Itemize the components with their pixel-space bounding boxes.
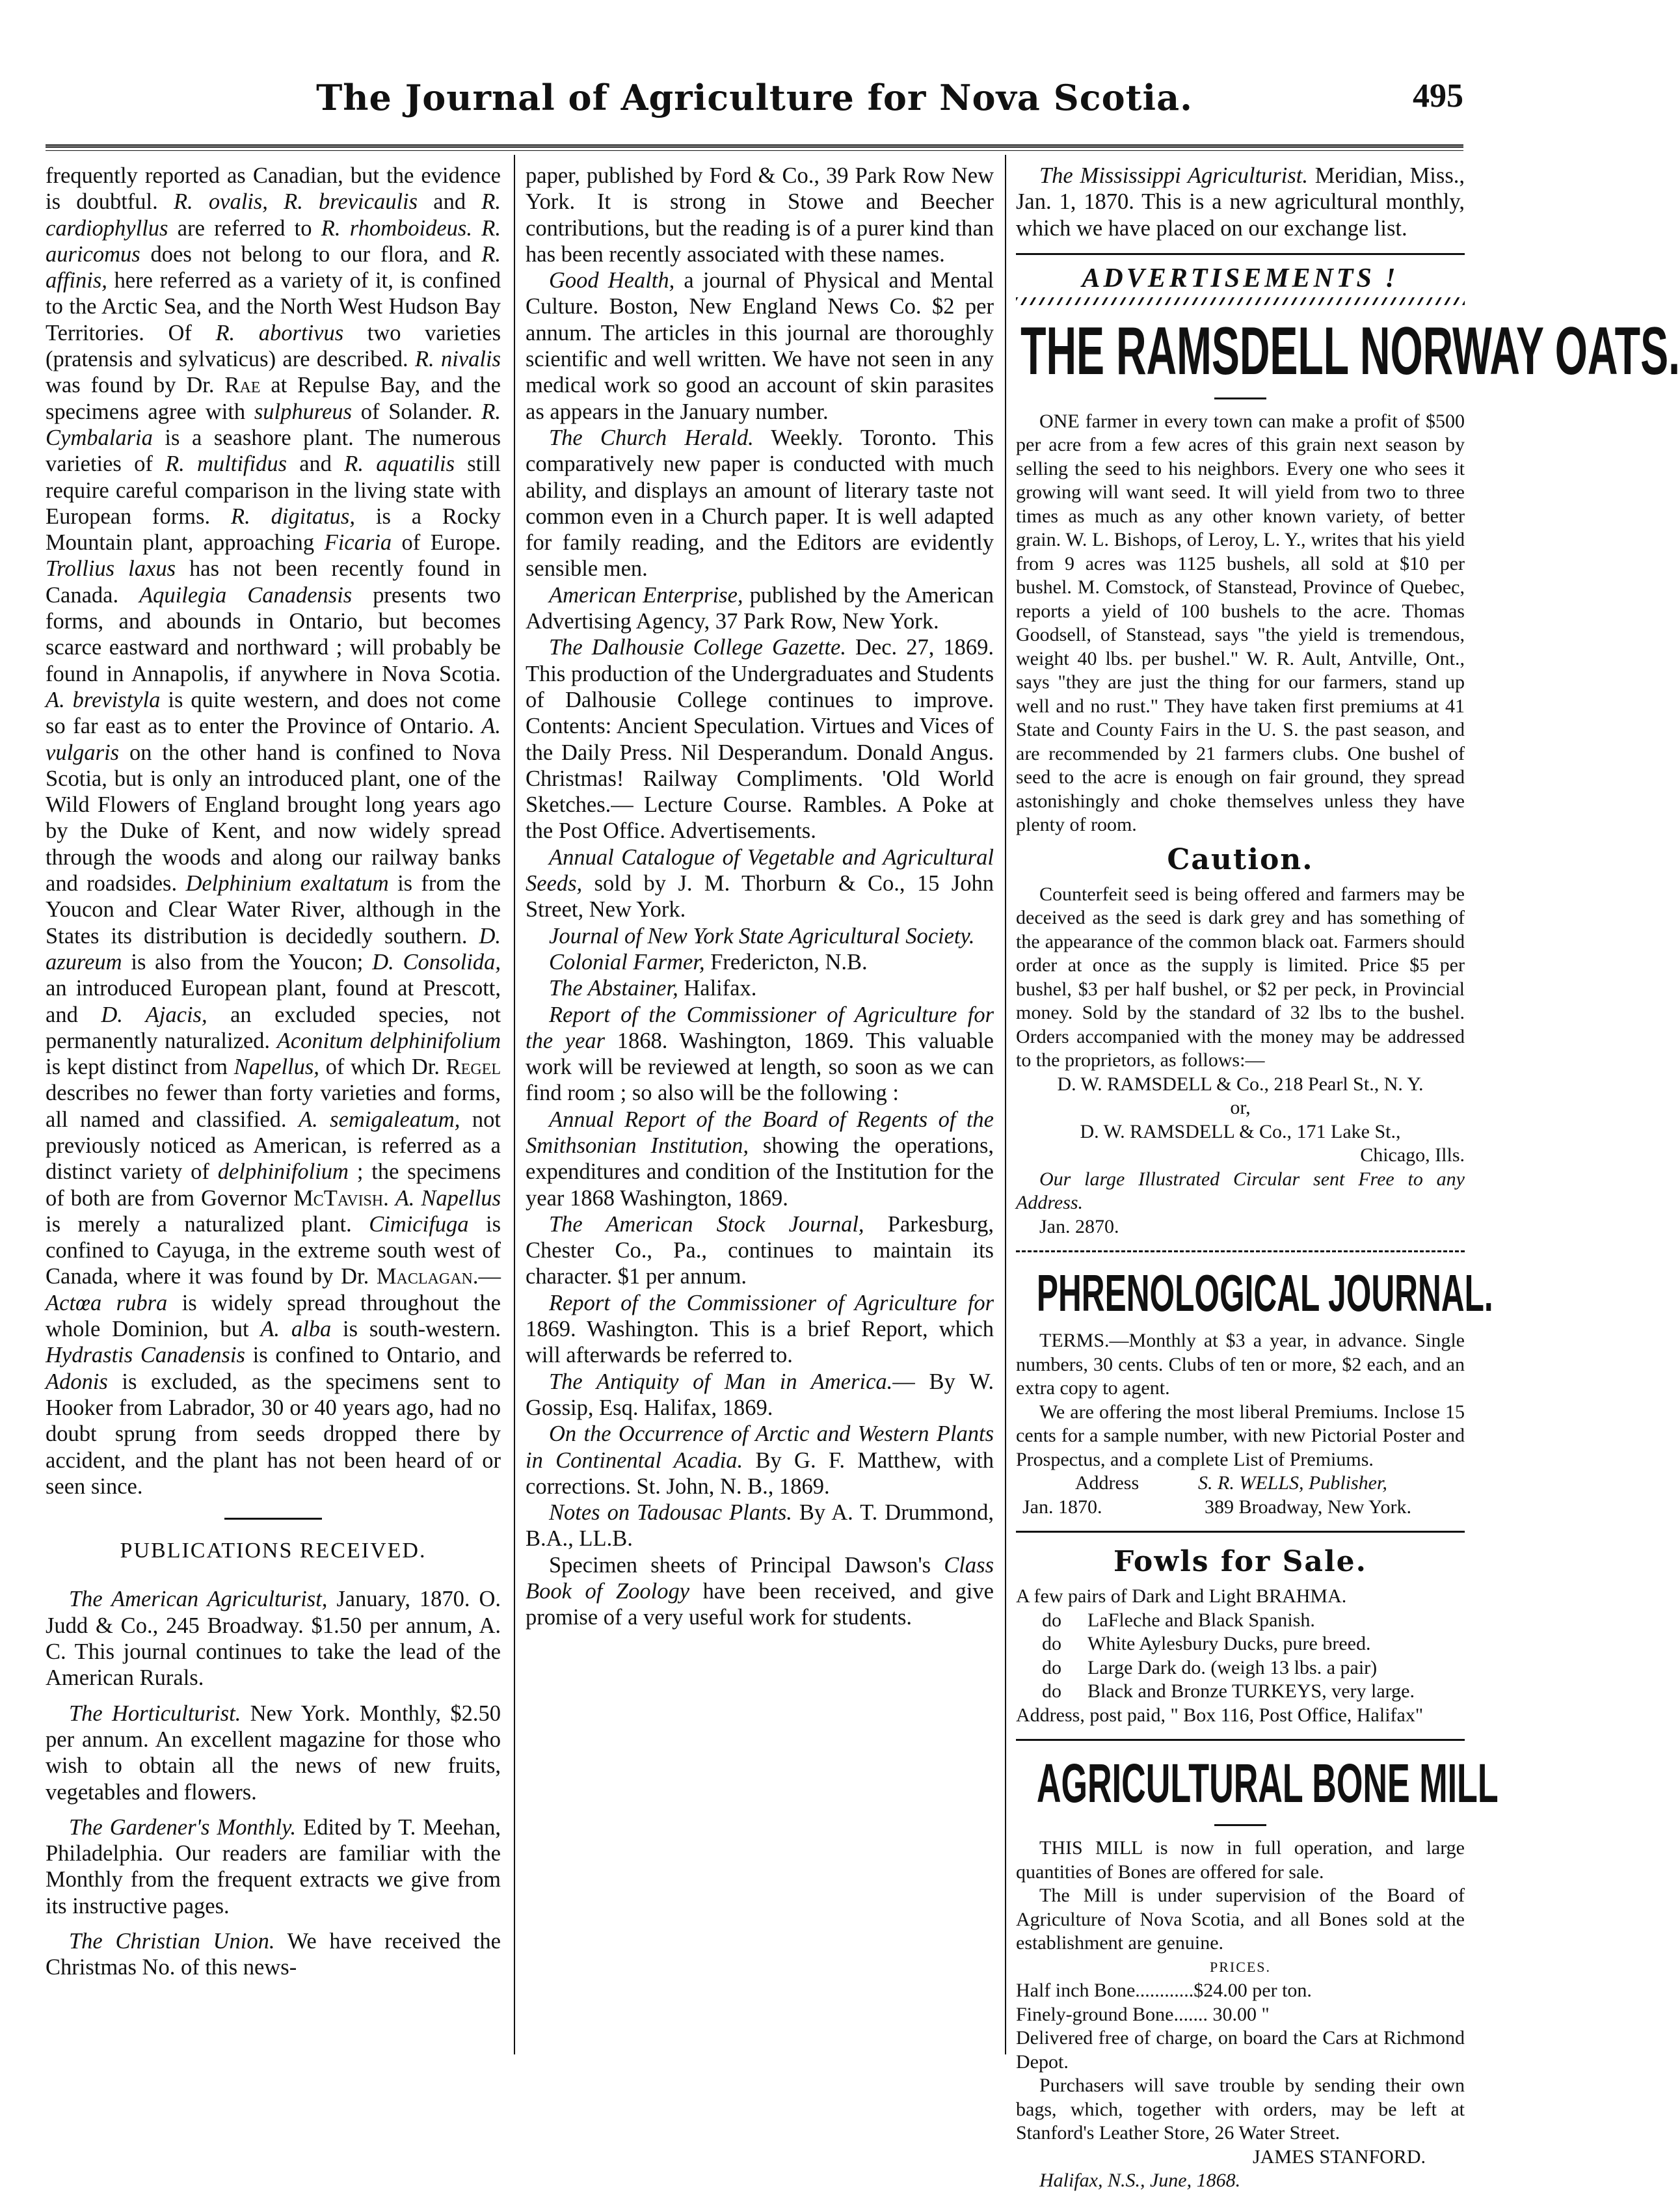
text-run: does not belong to our flora, and bbox=[140, 241, 482, 267]
small-caps-name: Maclagan bbox=[376, 1264, 473, 1289]
italic-text: A. Napellus bbox=[395, 1185, 501, 1211]
ad-rule bbox=[1214, 397, 1266, 399]
oats-ad-date: Jan. 2870. bbox=[1039, 1215, 1119, 1237]
phrenological-date: Jan. 1870. bbox=[1022, 1496, 1102, 1518]
publication-entry bbox=[526, 1290, 994, 1369]
publication-entry bbox=[526, 1552, 994, 1631]
bone-mill-supervision: The Mill is under supervision of the Board of Agriculture of Nova Scotia, and all Bones sold at the establishment are genuine. bbox=[1016, 1885, 1465, 1954]
italic-text: R. affinis, bbox=[46, 241, 501, 293]
address-label: Address bbox=[1074, 1472, 1140, 1494]
italic-text: R. nivalis bbox=[414, 347, 501, 372]
text-run: and bbox=[287, 451, 345, 477]
small-caps-name: Rae bbox=[224, 373, 261, 398]
italic-text: The Horticulturist. bbox=[69, 1701, 241, 1726]
italic-text: D. Ajacis, bbox=[101, 1002, 207, 1027]
italic-text: Aconitum delphinifolium bbox=[276, 1028, 501, 1053]
text-run: is quite western, and does not come so far east as to enter the Province of Ontario. bbox=[46, 687, 501, 739]
text-run: Specimen sheets of Principal Dawson's bbox=[549, 1552, 944, 1578]
italic-text: Actœa rubra bbox=[46, 1290, 168, 1315]
text-run: here referred as a variety of it, is confined to the Arctic Sea, and the North West Hudson Bay Territories. Of bbox=[46, 268, 501, 345]
italic-text: A. brevistyla bbox=[46, 687, 161, 712]
text-run: is confined to Ontario, and bbox=[245, 1343, 501, 1368]
fowls-item-text: Black and Bronze TURKEYS, very large. bbox=[1087, 1680, 1415, 1702]
italic-text: R. Cymbalaria bbox=[46, 399, 501, 450]
text-run: is a Rocky Mountain plant, approaching bbox=[46, 504, 501, 556]
section-rule bbox=[224, 1518, 322, 1520]
text-run: has not been recently found in Canada. bbox=[46, 556, 501, 608]
phrenological-advertisement bbox=[1016, 1329, 1465, 1519]
ornamental-rule bbox=[1016, 297, 1465, 305]
address-new-york: D. W. RAMSDELL & Co., 218 Pearl St., N. Y. bbox=[1057, 1073, 1424, 1095]
italic-text: Journal of New York State Agricultural Society. bbox=[549, 923, 975, 949]
circular-note: Our large Illustrated Circular sent Free to any Address. bbox=[1016, 1168, 1465, 1214]
phrenological-terms: TERMS.—Monthly at $3 a year, in advance. Single numbers, 30 cents. Clubs of ten or more, $2 each, and an extra copy to agent. bbox=[1016, 1330, 1465, 1399]
italic-text: R. cardiophyllus bbox=[46, 189, 501, 241]
text-run: frequently reported as Canadian, but the evidence is doubtful. bbox=[46, 163, 501, 215]
italic-text: The American Stock Journal, bbox=[549, 1211, 864, 1237]
bone-mill-intro: THIS MILL is now in full operation, and large quantities of Bones are offered for sale. bbox=[1016, 1837, 1465, 1883]
fowls-ad-title: Fowls for Sale. bbox=[1113, 1545, 1367, 1579]
page-header bbox=[46, 72, 1463, 130]
text-run: 1869. Washington. This is a brief Report, which will afterwards be referred to. bbox=[526, 1317, 994, 1368]
publication-entry bbox=[526, 267, 994, 425]
phrenological-premiums: We are offering the most liberal Premiums. Inclose 15 cents for a sample number, with new Pictorial Poster and Prospectus, and a complete List of Premiums. bbox=[1016, 1401, 1465, 1470]
italic-text: Napellus, bbox=[233, 1055, 319, 1080]
fowls-item bbox=[1016, 1656, 1465, 1680]
text-run: Meridian, Miss., Jan. 1, 1870. This is a new agricultural monthly, which we have placed on our exchange list. bbox=[1016, 163, 1465, 241]
text-run: have been received, and give promise of a very useful work for students. bbox=[526, 1579, 994, 1630]
ditto-mark: do bbox=[1042, 1609, 1061, 1631]
text-run: .— bbox=[472, 1264, 501, 1289]
text-run: is merely a naturalized plant. bbox=[46, 1211, 369, 1237]
price-half-inch: Half inch Bone............$24.00 per ton. bbox=[1016, 1980, 1312, 2002]
fowls-address: Address, post paid, " Box 116, Post Office, Halifax" bbox=[1016, 1704, 1424, 1726]
text-run: is kept distinct from bbox=[46, 1055, 234, 1080]
italic-text: Hydrastis Canadensis bbox=[46, 1343, 245, 1368]
fowls-item-text: Large Dark do. (weigh 13 lbs. a pair) bbox=[1087, 1656, 1378, 1678]
publication-entry bbox=[526, 163, 994, 267]
oats-ad-body: ONE farmer in every town can make a profit of $500 per acre from a few acres of this grain next season by selling the seed to his neighbors. Every one who sees it growing will want seed. It will yield from two to three times as much as any other known variety, of better grain. W. L. Bishops, of Leroy, L. Y., writes that his yield from 9 acres was 1125 bushels, all sold at $10 per bushel. M. Comstock, of Stanstead, Province of Quebec, reports a yield of 100 bushels to the acre. Thomas Goodsell, of Stanstead, says "the yield is tremendous, weight 40 lbs. per bushel." W. R. Ault, Antville, Ont., says "they are just the thing for our farmers, stand up well and no rust." They have taken first premiums at 41 State and County Fairs in the U. S. the past season, and are recommended by 21 farmers clubs. One bushel of seed to the acre is enough on fair ground, they spread astonishingly and choke themselves unless they have plenty of room. bbox=[1016, 410, 1465, 836]
publication-entry bbox=[526, 949, 994, 975]
italic-text: The Antiquity of Man in America. bbox=[549, 1369, 893, 1394]
text-run: is excluded, as the specimens sent to Hooker from Labrador, 30 or 40 years ago, had no doubt sprung from seeds dropped there by accident, and the plant has not been heard of or seen since. bbox=[46, 1369, 501, 1499]
italic-text: R. abortivus bbox=[215, 320, 344, 345]
ditto-mark: do bbox=[1042, 1633, 1061, 1655]
text-run: 1868. Washington, 1869. This valuable work will be reviewed at length, so soon as we can find room ; so also will be the following : bbox=[526, 1028, 994, 1106]
column-divider bbox=[514, 155, 515, 2054]
text-run: We have received the Christmas No. of this news- bbox=[46, 1929, 501, 1980]
fowls-item bbox=[1016, 1632, 1465, 1656]
caution-heading: Caution. bbox=[1167, 842, 1314, 876]
italic-text: Class Book of Zoology bbox=[526, 1552, 994, 1604]
section-rule bbox=[1016, 253, 1465, 255]
text-run: is a seashore plant. The numerous varieties of bbox=[46, 425, 501, 477]
ditto-mark: do bbox=[1042, 1656, 1061, 1678]
publication-entry bbox=[526, 425, 994, 582]
column-3 bbox=[1016, 163, 1680, 2193]
italic-text: R. auricomus bbox=[46, 215, 501, 267]
text-run: paper, published by Ford & Co., 39 Park Row New York. It is strong in Stowe and Beecher contributions, but the reading is of a purer kind than has been recently associated with these names. bbox=[526, 163, 994, 267]
italic-text: Good Health, bbox=[549, 268, 675, 293]
italic-text: Report of the Commissioner of Agriculture for the year bbox=[526, 1002, 994, 1053]
small-caps-name: Regel bbox=[446, 1055, 501, 1080]
text-run: Dec. 27, 1869. This production of the Undergraduates and Students of Dalhousie College continues to improve. Contents: Ancient Speculation. Virtues and Vices of the Daily Press. Nil Desperandum. Donald Angus. Christmas! Railway Compliments. 'Old World Sketches.— Lecture Course. Rambles. A Poke at the Post Office. Advertisements. bbox=[526, 635, 994, 844]
publication-entry bbox=[526, 923, 994, 949]
address-or: or, bbox=[1230, 1097, 1251, 1119]
publisher-street: 389 Broadway, New York. bbox=[1205, 1496, 1412, 1518]
italic-text: The Abstainer, bbox=[549, 976, 678, 1001]
oats-ad-title: THE RAMSDELL NORWAY OATS. bbox=[1020, 313, 1680, 389]
text-run: not previously noticed as American, is referred as a distinct variety of bbox=[46, 1107, 501, 1185]
text-run: describes no fewer than forty varieties and forms, all named and classified. bbox=[46, 1081, 501, 1132]
italic-text: delphinifolium bbox=[217, 1159, 349, 1185]
text-run: January, 1870. O. Judd & Co., 245 Broadway. $1.50 per annum, A. C. This journal continues to take the lead of the American Rurals. bbox=[46, 1587, 501, 1691]
italic-text: American Enterprise, bbox=[549, 582, 743, 608]
fowls-item-text: LaFleche and Black Spanish. bbox=[1087, 1609, 1315, 1631]
fowls-intro: A few pairs of Dark and Light BRAHMA. bbox=[1016, 1585, 1347, 1608]
text-run: is confined to Cayuga, in the extreme south west of Canada, where it was found by Dr. bbox=[46, 1211, 501, 1289]
publication-entry bbox=[526, 844, 994, 923]
italic-text: R. multifidus bbox=[165, 451, 287, 477]
italic-text: A. alba bbox=[260, 1317, 332, 1342]
oats-advertisement bbox=[1016, 397, 1465, 1239]
italic-text: Annual Report of the Board of Regents of the Smithsonian Institution, bbox=[526, 1107, 994, 1158]
phrenological-date-row bbox=[1016, 1496, 1465, 1520]
small-caps-name: McTavish bbox=[293, 1185, 384, 1211]
address-chicago-city: Chicago, Ills. bbox=[1360, 1144, 1465, 1166]
italic-text: R. ovalis, R. brevicaulis bbox=[173, 189, 418, 215]
italic-text: The Christian Union. bbox=[69, 1929, 275, 1954]
column-2 bbox=[526, 163, 994, 1631]
italic-text: The Church Herald. bbox=[549, 425, 754, 450]
ditto-mark: do bbox=[1042, 1680, 1061, 1702]
text-run: is from the Youcon and Clear Water River, although in the States its distribution is decidedly southern. bbox=[46, 871, 501, 949]
fowls-item bbox=[1016, 1680, 1465, 1704]
italic-text: sulphureus bbox=[254, 399, 353, 424]
bone-mill-ad-title: AGRICULTURAL BONE MILL bbox=[1036, 1753, 1499, 1814]
ad-divider bbox=[1016, 1739, 1465, 1741]
italic-text: A. vulgaris bbox=[46, 714, 501, 765]
text-run: showing the operations, expenditures and condition of the Institution for the year 1868 Washington, 1869. bbox=[526, 1133, 994, 1211]
publication-entry bbox=[46, 1814, 501, 1919]
publication-entry bbox=[526, 1369, 994, 1421]
publication-entry bbox=[46, 1928, 501, 1981]
italic-text: Colonial Farmer, bbox=[549, 949, 705, 975]
text-run: Weekly. Toronto. This comparatively new paper is conducted with much ability, and displays an amount of literary taste not common even in a Church paper. It is well adapted for family reading, and the Editors are evidently sensible men. bbox=[526, 425, 994, 582]
italic-text: R. aquatilis bbox=[344, 451, 455, 477]
caution-body: Counterfeit seed is being offered and farmers may be deceived as the seed is dark grey and has something of the appearance of the common black oat. Farmers should order at once as the supply is limited. Price $5 per bushel, $3 per half bushel, or $2 per peck, in Provincial money. Sold by the standard of 32 lbs to the bushel. Orders accompanied with the money may be addressed to the proprietors, as follows:— bbox=[1016, 883, 1465, 1071]
column-divider bbox=[1005, 155, 1006, 2054]
text-run: is south-western. bbox=[331, 1317, 501, 1342]
italic-text: Notes on Tadousac Plants. bbox=[549, 1500, 792, 1526]
publication-entry bbox=[46, 1586, 501, 1691]
italic-text: The Dalhousie College Gazette. bbox=[549, 635, 846, 660]
text-run: . bbox=[383, 1185, 395, 1211]
publication-entry bbox=[526, 1500, 994, 1552]
text-run: is also from the Youcon; bbox=[122, 949, 373, 975]
publication-entry bbox=[526, 1107, 994, 1211]
publication-entry bbox=[526, 1421, 994, 1500]
publication-entry bbox=[526, 1002, 994, 1107]
text-run: Halifax. bbox=[678, 976, 757, 1001]
publication-entry bbox=[526, 582, 994, 635]
text-run: New York. Monthly, $2.50 per annum. An excellent magazine for those who wish to obtain all the news of new fruits, vegetables and flowers. bbox=[46, 1701, 501, 1805]
ad-divider bbox=[1016, 1531, 1465, 1533]
fowls-advertisement bbox=[1016, 1585, 1465, 1727]
address-chicago: D. W. RAMSDELL & Co., 171 Lake St., bbox=[1080, 1120, 1401, 1142]
italic-text: Delphinium exaltatum bbox=[185, 871, 389, 896]
column-1 bbox=[46, 163, 501, 1981]
text-run: a journal of Physical and Mental Culture. Boston, New England News Co. $2 per annum. The articles in this journal are thoroughly scientific and well written. We have not seen in any medical work so good an account of skin parasites as appears in the January number. bbox=[526, 268, 994, 424]
bone-mill-advertisement bbox=[1016, 1824, 1465, 2193]
text-run: are referred to bbox=[168, 215, 321, 241]
italic-text: Adonis bbox=[46, 1369, 108, 1394]
publication-entry bbox=[46, 1701, 501, 1805]
text-run: sold by J. M. Thorburn & Co., 15 John Street, New York. bbox=[526, 871, 994, 922]
publications-heading: PUBLICATIONS RECEIVED. bbox=[120, 1539, 427, 1563]
text-run: published by the American Advertising Agency, 37 Park Row, New York. bbox=[526, 582, 994, 634]
text-run: Edited by T. Meehan, Philadelphia. Our readers are familiar with the Monthly from the frequent extracts we give from its instructive pages. bbox=[46, 1814, 501, 1918]
text-run: two varieties (pratensis and sylvaticus) are described. bbox=[46, 320, 501, 372]
bone-mill-delivery: Delivered free of charge, on board the Cars at Richmond Depot. bbox=[1016, 2027, 1465, 2073]
page-number: 495 bbox=[1413, 77, 1463, 114]
text-run: By G. F. Matthew, with corrections. St. John, N. B., 1869. bbox=[526, 1447, 994, 1499]
italic-text: On the Occurrence of Arctic and Western Plants in Continental Acadia. bbox=[526, 1421, 994, 1473]
text-run: of which Dr. bbox=[319, 1055, 446, 1080]
text-run: ; the specimens of both are from Governor bbox=[46, 1159, 501, 1211]
advertisements-heading: ADVERTISEMENTS ! bbox=[1082, 263, 1399, 293]
italic-text: Cimicifuga bbox=[369, 1211, 469, 1237]
italic-text: Trollius laxus bbox=[46, 556, 176, 582]
text-run: an introduced European plant, found at Prescott, and bbox=[46, 976, 501, 1027]
header-rule bbox=[46, 144, 1463, 151]
text-run: of Europe. bbox=[392, 530, 501, 556]
italic-text: R. digitatus, bbox=[231, 504, 355, 529]
publication-entry bbox=[526, 634, 994, 844]
publication-entry bbox=[526, 1211, 994, 1290]
phrenological-ad-title: PHRENOLOGICAL JOURNAL. bbox=[1036, 1264, 1493, 1323]
text-run: presents two forms, and abounds in Ontario, but becomes scarce eastward and northward ; will probably be found in Annapolis, if anywhere in Nova Scotia. bbox=[46, 582, 501, 686]
prices-heading: PRICES. bbox=[1209, 1958, 1272, 1975]
running-title: The Journal of Agriculture for Nova Scotia. bbox=[316, 77, 1193, 118]
publication-entry bbox=[526, 975, 994, 1001]
text-run: is widely spread throughout the whole Dominion, but bbox=[46, 1290, 501, 1342]
italic-text: A. semigaleatum, bbox=[299, 1107, 460, 1132]
italic-text: The Mississippi Agriculturist. bbox=[1039, 163, 1308, 188]
price-finely-ground: Finely-ground Bone....... 30.00 " bbox=[1016, 2003, 1270, 2025]
italic-text: R. rhomboideus. bbox=[321, 215, 472, 241]
italic-text: Aquilegia Canadensis bbox=[139, 582, 353, 608]
text-run: at Repulse Bay, and the specimens agree with bbox=[46, 373, 501, 424]
fowls-item bbox=[1016, 1609, 1465, 1633]
publisher-name: S. R. WELLS, Publisher, bbox=[1198, 1472, 1387, 1494]
text-run: By A. T. Drummond, B.A., LL.B. bbox=[526, 1500, 994, 1552]
text-run: of Solander. bbox=[352, 399, 482, 424]
text-run: still require careful comparison in the living state with European forms. bbox=[46, 451, 501, 529]
ad-divider bbox=[1016, 1250, 1465, 1252]
fowls-item-text: White Aylesbury Ducks, pure breed. bbox=[1087, 1633, 1371, 1655]
text-run: Fredericton, N.B. bbox=[704, 949, 868, 975]
italic-text: Ficaria bbox=[324, 530, 392, 556]
text-run: was found by Dr. bbox=[46, 373, 225, 398]
publication-entry bbox=[1016, 163, 1465, 241]
bone-mill-proprietor: JAMES STANFORD. bbox=[1253, 2146, 1426, 2168]
text-run bbox=[472, 216, 481, 241]
botany-paragraph bbox=[46, 163, 501, 1500]
text-run: Parkesburg, Chester Co., Pa., continues to maintain its character. $1 per annum. bbox=[526, 1211, 994, 1289]
italic-text: D. azureum bbox=[46, 923, 501, 975]
text-run: an excluded species, not permanently naturalized. bbox=[46, 1002, 501, 1053]
italic-text: The Gardener's Monthly. bbox=[69, 1814, 297, 1840]
text-run: on the other hand is confined to Nova Scotia, but is only an introduced plant, one of the Wild Flowers of England brought long years ago by the Duke of Kent, and now widely spread through the woods and along our railway banks and roadsides. bbox=[46, 740, 501, 896]
bone-mill-date: Halifax, N.S., June, 1868. bbox=[1039, 2170, 1241, 2192]
italic-text: Annual Catalogue of Vegetable and Agricultural Seeds, bbox=[526, 844, 994, 896]
phrenological-address-row bbox=[1016, 1472, 1465, 1496]
text-run: — By W. Gossip, Esq. Halifax, 1869. bbox=[526, 1369, 994, 1420]
ad-rule bbox=[1214, 1824, 1266, 1826]
text-run: and bbox=[418, 189, 482, 215]
italic-text: Report of the Commissioner of Agriculture for bbox=[549, 1290, 994, 1315]
bone-mill-purchasers: Purchasers will save trouble by sending their own bags, which, together with orders, may be left at Stanford's Leather Store, 26 Water Street. bbox=[1016, 2075, 1465, 2144]
italic-text: The American Agriculturist, bbox=[69, 1587, 328, 1612]
italic-text: D. Consolida, bbox=[372, 949, 501, 975]
